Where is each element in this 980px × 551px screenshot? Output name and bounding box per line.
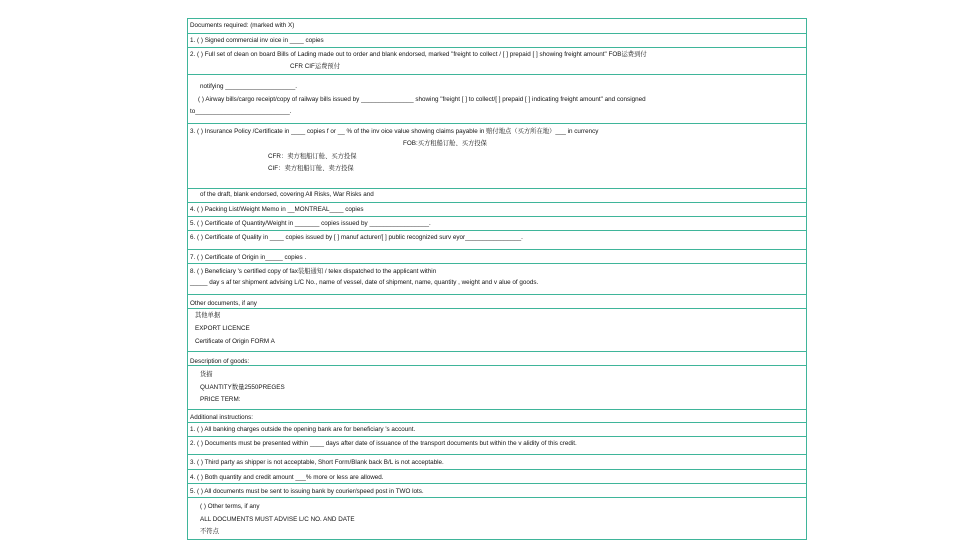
doc-item-1: 1. ( ) Signed commercial inv oice in ____ copies (190, 37, 324, 44)
draft-row (188, 188, 806, 203)
doc-item-8-line1: 8. ( ) Beneficiary 's certified copy of fax装船通知 / telex dispatched to the applicant within (190, 268, 437, 275)
notifying-row (188, 74, 806, 95)
letter-of-credit-form (187, 18, 807, 540)
doc-item-5: 5. ( ) Certificate of Quantity/Weight in _______ copies issued by _________________. (190, 220, 431, 227)
other-terms-line-2: ALL DOCUMENTS MUST ADVISE L/C NO. AND DATE (200, 516, 355, 523)
other-terms-line-3: 不符点 (200, 528, 219, 535)
documents-required-header-row (188, 19, 806, 33)
airway-bills-line2: to___________________________. (190, 108, 292, 115)
doc-item-1-row (188, 33, 806, 48)
draft-text: of the draft, blank endorsed, covering All Risks, War Risks and (200, 191, 374, 198)
other-documents-header-row (188, 294, 806, 309)
doc-item-6-row (188, 230, 806, 250)
additional-header: Additional instructions: (190, 414, 254, 421)
doc-item-8-line2: _____ day s af ter shipment advising L/C No., name of vessel, date of shipment, name, quantity , weight and v alue of goods. (190, 279, 539, 286)
additional-item-4-row (188, 469, 806, 484)
other-terms-body (188, 497, 806, 542)
additional-item-5-row (188, 483, 806, 498)
doc-item-7-row (188, 249, 806, 264)
notifying-text: notifying ____________________. (200, 83, 297, 90)
additional-item-1-row (188, 422, 806, 437)
other-doc-line-3: Certificate of Origin FORM A (195, 338, 275, 345)
additional-item-2: 2. ( ) Documents must be presented within ____ days after date of issuance of the transport documents but within the v alidity of this credit. (190, 440, 577, 447)
additional-item-4: 4. ( ) Both quantity and credit amount ___% more or less are allowed. (190, 474, 384, 481)
doc-item-3-row (188, 123, 806, 189)
doc-item-3-line1: 3. ( ) Insurance Policy /Certificate in ____ copies f or __ % of the inv oice value showing claims payable in 赔付地点（买方所在地）___ in currency (190, 128, 599, 135)
doc-item-6: 6. ( ) Certificate of Quality in ____ copies issued by [ ] manuf acturer/[ ] public recognized surv eyor________________. (190, 234, 523, 241)
other-doc-line-1: 其他单据 (195, 312, 221, 319)
additional-header-row (188, 409, 806, 423)
doc-item-4: 4. ( ) Packing List/Weight Memo in __MONTREAL____ copies (190, 206, 364, 213)
other-doc-line-2: EXPORT LICENCE (195, 325, 250, 332)
airway-bills-line1: ( ) Airway bills/cargo receipt/copy of railway bills issued by _______________ showing "freight [ ] to collect/[ ] prepaid [ ] indicating freight amount" and consigned (198, 96, 646, 103)
insurance-fob-note: FOB:买方租船订舱、买方投保 (403, 140, 487, 147)
doc-item-7: 7. ( ) Certificate of Origin in_____ copies . (190, 254, 307, 261)
goods-body (188, 365, 806, 410)
other-documents-header: Other documents, if any (190, 300, 257, 307)
additional-item-3: 3. ( ) Third party as shipper is not acceptable, Short Form/Blank back B/L is not acceptable. (190, 459, 444, 466)
goods-line-1: 货描 (200, 371, 213, 378)
goods-line-2: QUANTITY数量2550PREGES (200, 384, 285, 391)
documents-required-header: Documents required: (marked with X) (190, 22, 295, 29)
airway-bills-row (188, 94, 806, 123)
goods-header-row (188, 351, 806, 366)
doc-item-2-row (188, 47, 806, 75)
doc-item-2-line2: CFR CIF运费预付 (290, 63, 341, 70)
other-terms-line-1: ( ) Other terms, if any (200, 503, 260, 510)
doc-item-4-row (188, 202, 806, 217)
goods-line-3: PRICE TERM: (200, 396, 241, 403)
doc-item-2-line1: 2. ( ) Full set of clean on board Bills of Lading made out to order and blank endorsed, marked "freight to collect / [ ] prepaid [ ] showing freight amount" FOB运费到付 (190, 51, 647, 58)
additional-item-3-row (188, 454, 806, 470)
insurance-cfr-note: CFR：卖方租船订舱、买方投保 (268, 153, 357, 160)
additional-item-1: 1. ( ) All banking charges outside the opening bank are for beneficiary 's account. (190, 426, 416, 433)
goods-header: Description of goods: (190, 358, 250, 365)
doc-item-5-row (188, 216, 806, 231)
insurance-cif-note: CIF：卖方租船订舱、卖方投保 (268, 165, 354, 172)
additional-item-2-row (188, 436, 806, 455)
additional-item-5: 5. ( ) All documents must be sent to issuing bank by courier/speed post in TWO lots. (190, 488, 424, 495)
other-documents-body (188, 308, 806, 352)
doc-item-8-row (188, 263, 806, 295)
